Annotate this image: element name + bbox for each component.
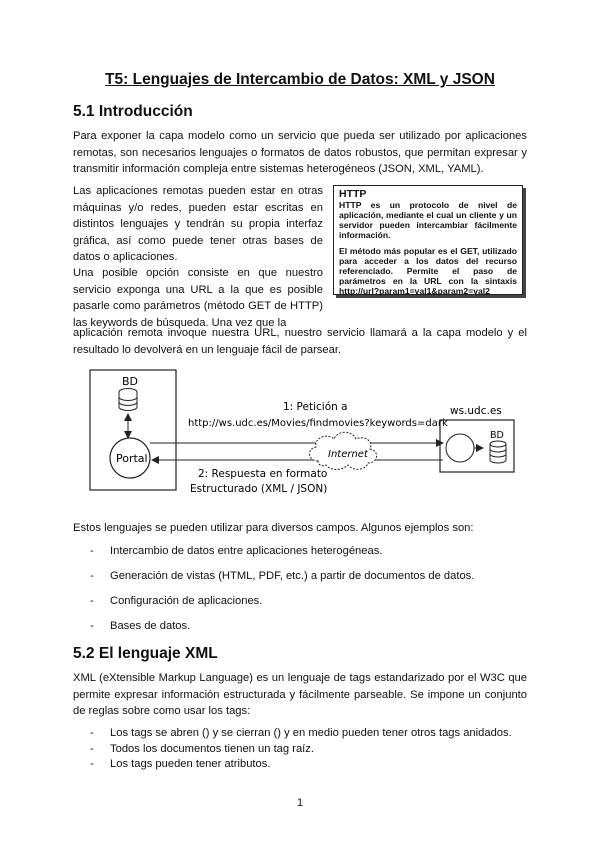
- uses-intro-paragraph: Estos lenguajes se pueden utilizar para diversos campos. Algunos ejemplos son:: [73, 522, 474, 534]
- list-item: - Todos los documentos tienen un tag raíz.: [90, 742, 314, 755]
- list-item: - Intercambio de datos entre aplicaciones heterogéneas.: [90, 545, 383, 557]
- page-number: 1: [296, 797, 304, 809]
- request-label: 1: Petición a: [283, 401, 348, 413]
- http-box-title: HTTP: [339, 188, 367, 200]
- response-label-2: Estructurado (XML / JSON): [190, 483, 328, 495]
- client-server-diagram: [88, 368, 516, 510]
- request-url: http://ws.udc.es/Movies/findmovies?keywords=dark: [188, 418, 448, 429]
- remote-apps-paragraph: Las aplicaciones remotas pueden estar en otras máquinas y/o redes, pueden estar escritas en distintos lenguajes y tendrán su propia interfaz gráfica, así como puede tener otras bases de datos o aplicaciones.: [73, 185, 323, 263]
- url-option-paragraph-continued: aplicación remota invoque nuestra URL, nuestro servicio llamará a la capa modelo y el resultado lo devolverá en un lenguaje fácil de parsear.: [73, 327, 527, 356]
- document-title: T5: Lenguajes de Intercambio de Datos: XML y JSON: [105, 71, 495, 88]
- right-bd-label: BD: [490, 430, 504, 441]
- http-box-text-2: El método más popular es el GET, utilizado para acceder a los datos del recurso referenciado. Permite el paso de parámetros en la URL con la sintaxis http://url?param1=val1&param2=val2: [339, 246, 517, 296]
- xml-rules-bullet-list: [90, 727, 512, 774]
- internet-label: Internet: [328, 449, 368, 460]
- list-item: - Generación de vistas (HTML, PDF, etc.) a partir de documentos de datos.: [90, 570, 475, 582]
- server-name-label: ws.udc.es: [450, 405, 502, 417]
- section-heading-xml: 5.2 El lenguaje XML: [73, 645, 218, 662]
- section-heading-introduccion: 5.1 Introducción: [73, 103, 193, 120]
- right-database-icon: [490, 441, 506, 463]
- server-node: [446, 434, 474, 462]
- list-item: - Configuración de aplicaciones.: [90, 595, 263, 607]
- xml-paragraph: XML (eXtensible Markup Language) es un lenguaje de tags estandarizado por el W3C que permite expresar información estructurada y fácilmente parseable. Se impone un conjunto de reglas sobre como usar los tags:: [73, 672, 527, 717]
- portal-label: Portal: [116, 452, 148, 465]
- list-item: - Bases de datos.: [90, 620, 191, 632]
- intro-paragraph: Para exponer la capa modelo como un servicio que pueda ser utilizado por aplicaciones remotas, son necesarios lenguajes o formatos de datos robustos, que permitan expresar y transmitir información compleja entre sistemas heterogéneos (JSON, XML, YAML).: [73, 130, 527, 175]
- response-label-1: 2: Respuesta en formato: [198, 468, 328, 480]
- list-item: - Los tags pueden tener atributos.: [90, 758, 271, 770]
- list-item: - Los tags se abren () y se cierran () y en medio pueden tener otros tags anidados.: [90, 727, 512, 739]
- uses-bullet-list: [90, 545, 474, 645]
- url-option-paragraph: Una posible opción consiste en que nuestro servicio exponga una URL a la que es posible pasarle como parámetros (método GET de HTTP) las keywords de búsqueda. Una vez que la: [73, 267, 323, 329]
- http-info-box: [333, 185, 523, 295]
- left-bd-label: BD: [122, 375, 139, 388]
- left-database-icon: [119, 389, 137, 411]
- http-box-text-1: HTTP es un protocolo de nivel de aplicación, mediante el cual un cliente y un servidor pueden intercambiar fácilmente información.: [339, 200, 517, 240]
